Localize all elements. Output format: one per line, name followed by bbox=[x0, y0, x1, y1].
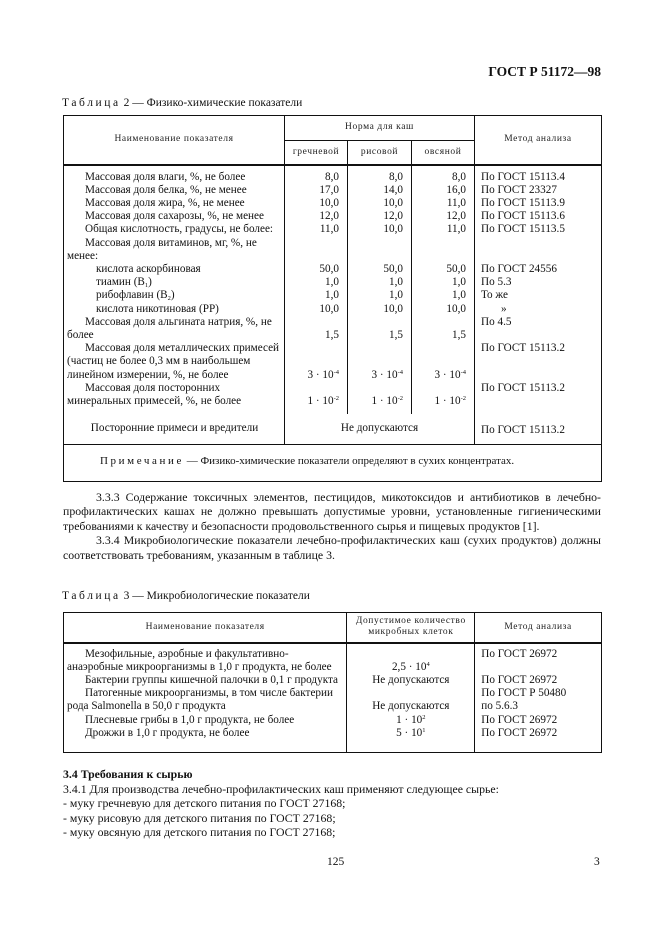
table-physico-chemical bbox=[63, 115, 602, 482]
section-heading: 3.4 Требования к сырью bbox=[63, 767, 193, 781]
section-3-4 bbox=[63, 767, 601, 840]
table2-body bbox=[64, 165, 602, 482]
table-microbiological bbox=[63, 612, 602, 753]
table-row: кислота аскорбиновая 50,0 50,0 50,0 По ГОСТ 24556 bbox=[64, 263, 602, 276]
table-row: Массовая доля витаминов, мг, %, не менее: bbox=[64, 237, 602, 263]
header-rice: рисовой bbox=[348, 141, 412, 165]
table-row: Плесневые грибы в 1,0 г продукта, не более $1 \cdot 10^2$ По ГОСТ 26972 bbox=[64, 714, 602, 727]
page-number: 125 bbox=[327, 856, 345, 868]
table-row: тиамин $(B_1)$ 1,0 1,0 1,0 По 5.3 bbox=[64, 276, 602, 289]
table-row: Массовая доля альгината натрия, %, не более 1,5 1,5 1,5 По 4.5 bbox=[64, 316, 602, 342]
table-row: Массовая доля влаги, %, не более 8,0 8,0 8,0 По ГОСТ 15113.4 bbox=[64, 165, 602, 184]
header-name: Наименование показателя bbox=[64, 116, 285, 165]
header-count: Допустимое количество микробных клеток bbox=[347, 613, 475, 643]
table-row: Посторонние примеси и вредители Не допускаются По ГОСТ 15113.2 bbox=[64, 414, 602, 444]
sheet-number: 3 bbox=[594, 856, 600, 868]
header-method: Метод анализа bbox=[475, 613, 602, 643]
header-oat: овсяной bbox=[412, 141, 475, 165]
document-code: ГОСТ Р 51172—98 bbox=[488, 64, 601, 79]
table-row: Массовая доля металлических примесей (частиц не более 0,3 мм в наибольшем линейном измерении, %, не более $3 \cdot 10^{-4}$ $3 \cdot 10^{-4}$ $3 \cdot 10^{-4}$ По ГОСТ 15113.2 bbox=[64, 342, 602, 382]
table-row: Массовая доля сахарозы, %, не менее 12,0 12,0 12,0 По ГОСТ 15113.6 bbox=[64, 210, 602, 223]
header-norm-group: Норма для каш bbox=[285, 116, 475, 141]
table-row: Мезофильные, аэробные и факультативно-анаэробные микроорганизмы в 1,0 г продукта, не более $2,5 \cdot 10^4$ По ГОСТ 26972 bbox=[64, 643, 602, 674]
section-intro: 3.4.1 Для производства лечебно-профилактических каш применяют следующее сырье: bbox=[63, 781, 499, 796]
table-row: Массовая доля белка, %, не менее 17,0 14,0 16,0 По ГОСТ 23327 bbox=[64, 184, 602, 197]
table-row: кислота никотиновая (PP) 10,0 10,0 10,0 » bbox=[64, 303, 602, 316]
list-item: - муку овсяную для детского питания по ГОСТ 27168; bbox=[63, 825, 336, 840]
table-row: Дрожжи в 1,0 г продукта, не более $5 \cdot 10^1$ По ГОСТ 26972 bbox=[64, 727, 602, 753]
table-note: Примечание — Физико-химические показатели определяют в сухих концентратах. bbox=[64, 444, 602, 481]
table-row: Патогенные микроорганизмы, в том числе бактерии рода Salmonella в 50,0 г продукта Не допускаются По ГОСТ Р 50480 по 5.6.3 bbox=[64, 687, 602, 713]
table-row: рибофлавин $(B_2)$ 1,0 1,0 1,0 То же bbox=[64, 289, 602, 302]
paragraph-block bbox=[63, 490, 601, 562]
table2-caption: Таблица 2 — Физико-химические показатели bbox=[62, 97, 303, 109]
list-item: - муку гречневую для детского питания по ГОСТ 27168; bbox=[63, 796, 346, 811]
table3-caption: Таблица 3 — Микробиологические показатели bbox=[62, 590, 310, 602]
table-row: Общая кислотность, градусы, не более: 11,0 10,0 11,0 По ГОСТ 15113.5 bbox=[64, 223, 602, 236]
header-method: Метод анализа bbox=[475, 116, 602, 165]
table-row: Массовая доля посторонних минеральных примесей, %, не более $1 \cdot 10^{-2}$ $1 \cdot 10^{-2}$ $1 \cdot 10^{-2}$ По ГОСТ 15113.2 bbox=[64, 382, 602, 414]
paragraph-3-3-3: 3.3.3 Содержание токсичных элементов, пестицидов, микотоксидов и антибиотиков в лечебно-профилактических кашах не должно превышать допустимые уровни, установленные гигиеническими требованиями к качеству и безопасности продовольственного сырья и пищевых продуктов [1]. bbox=[63, 490, 601, 533]
header-name: Наименование показателя bbox=[64, 613, 347, 643]
table-row: Массовая доля жира, %, не менее 10,0 10,0 11,0 По ГОСТ 15113.9 bbox=[64, 197, 602, 210]
paragraph-3-3-4: 3.3.4 Микробиологические показатели лечебно-профилактических каш (сухих продуктов) должны соответствовать требованиям, указанным в таблице 3. bbox=[63, 533, 601, 562]
header-buckwheat: гречневой bbox=[285, 141, 348, 165]
list-item: - муку рисовую для детского питания по ГОСТ 27168; bbox=[63, 810, 336, 825]
table-row: Бактерии группы кишечной палочки в 0,1 г продукта Не допускаются По ГОСТ 26972 bbox=[64, 674, 602, 687]
